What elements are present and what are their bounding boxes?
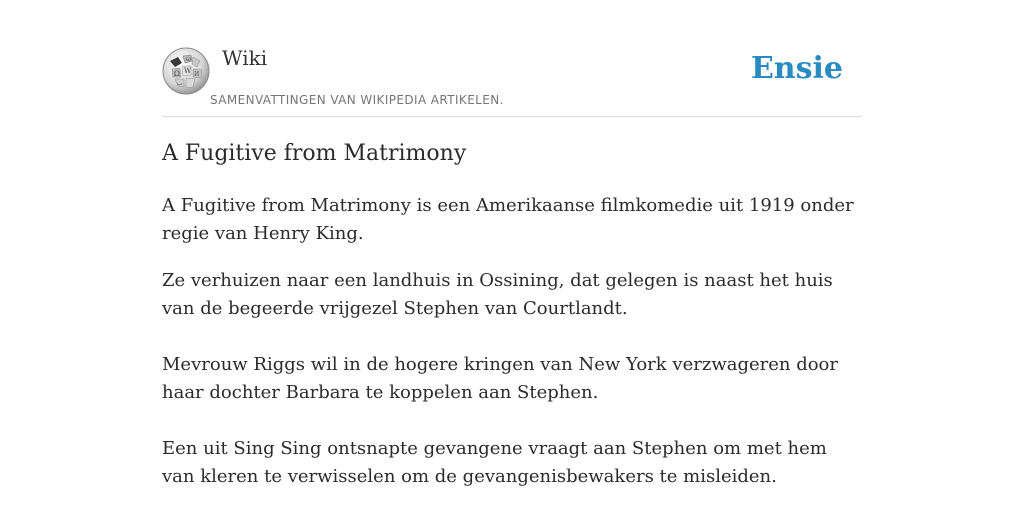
article-title: A Fugitive from Matrimony	[162, 141, 467, 166]
article-paragraph-intro: A Fugitive from Matrimony is een Amerikaanse filmkomedie uit 1919 onder regie van Henry King.	[162, 195, 854, 244]
svg-text:И: И	[194, 71, 200, 78]
article-paragraph: Mevrouw Riggs wil in de hogere kringen van New York verzwageren door haar dochter Barbara te koppelen aan Stephen.	[162, 354, 839, 403]
wikipedia-globe-icon[interactable]	[162, 47, 210, 95]
page	[162, 0, 862, 512]
site-tagline: SAMENVATTINGEN VAN WIKIPEDIA ARTIKELEN.	[210, 93, 504, 107]
site-header	[162, 0, 862, 117]
ensie-brand-link[interactable]: Ensie	[750, 51, 843, 86]
article-paragraph: Ze verhuizen naar een landhuis in Ossining, dat gelegen is naast het huis van de begeerde vrijgezel Stephen van Courtlandt.	[162, 270, 833, 319]
svg-text:Ω: Ω	[174, 70, 180, 78]
article-paragraph: Een uit Sing Sing ontsnapte gevangene vraagt aan Stephen om met hem van kleren te verwisselen om de gevangenisbewakers te misleiden.	[162, 438, 827, 487]
site-name[interactable]: Wiki	[222, 46, 268, 70]
svg-text:ب: ب	[177, 80, 183, 87]
svg-text:W: W	[184, 67, 192, 75]
svg-text:ω: ω	[186, 56, 191, 63]
